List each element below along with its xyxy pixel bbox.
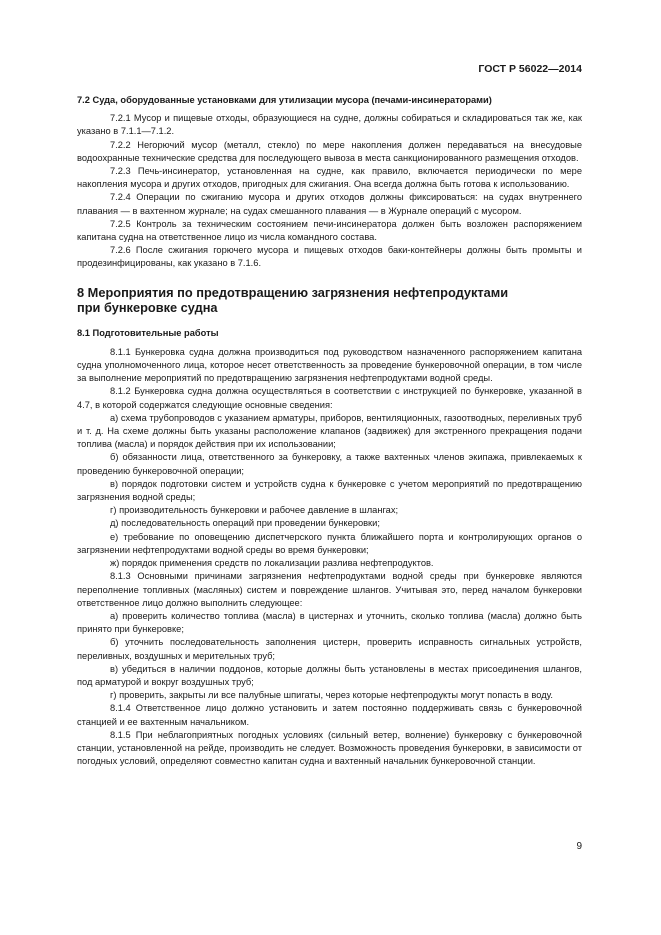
list-item-e: е) требование по оповещению диспетчерского пункта ближайшего порта и контролирующих органов о загрязнении нефтепродуктами водной среды во время бункеровки; xyxy=(77,531,582,555)
section-8-title-line-1: 8 Мероприятия по предотвращению загрязнения нефтепродуктами xyxy=(77,284,509,300)
list-item-zh: ж) порядок применения средств по локализации разлива нефтепродуктов. xyxy=(110,558,434,569)
list-item-b: б) обязанности лица, ответственного за бункеровку, а также вахтенных членов экипажа, привлекаемых к проведению бункеровочной операции; xyxy=(77,452,582,476)
check-item-a: а) проверить количество топлива (масла) в цистернах и уточнить, сколько топлива (масла) должно быть принято при бункеровке; xyxy=(77,610,582,635)
paragraph-8-1-2: 8.1.2 Бункеровка судна должна осуществляться в соответствии с инструкцией по бункеровке, указанной в 4.7, в которой содержатся следующие основные сведения: xyxy=(77,386,582,410)
standard-number: ГОСТ Р 56022—2014 xyxy=(478,63,582,75)
paragraph-7-2-3: 7.2.3 Печь-инсинератор, установленная на судне, как правило, включается периодически по мере накопления мусора и других отходов, пригодных для сжигания. Она всегда должна быть готова к использованию. xyxy=(77,166,582,190)
paragraph-7-2-2: 7.2.2 Негорючий мусор (металл, стекло) по мере накопления должен передаваться на внесудовые водоохранные технические средства для последующего вывоза в места санкционированного размещения отходов. xyxy=(77,139,582,163)
paragraph-8-1-3: 8.1.3 Основными причинами загрязнения нефтепродуктами водной среды при бункеровке являются переполнение топливных (масляных) систем и повреждение шлангов. Учитывая это, перед началом бункеровки ответственное лицо должно выполнить следующее: xyxy=(77,571,582,608)
list-item-d: д) последовательность операций при проведении бункеровки; xyxy=(110,518,380,529)
paragraph-7-2-1: 7.2.1 Мусор и пищевые отходы, образующиеся на судне, должны собираться и складироваться так же, как указано в 7.1.1—7.1.2. xyxy=(77,113,582,137)
paragraph-8-1-1: 8.1.1 Бункеровка судна должна производиться под руководством назначенного распоряжением капитана судна уполномоченного лица, которое несет ответственность за проведение бункеровочной операции, в том числе за выполнение мероприятий по предотвращению загрязнения нефтепродуктами водной среды. xyxy=(77,346,582,384)
check-item-g: г) проверить, закрыты ли все палубные шпигаты, через которые нефтепродукты могут попасть в воду. xyxy=(110,690,553,701)
list-item-g: г) производительность бункеровки и рабочее давление в шлангах; xyxy=(110,505,399,516)
list-item-v: в) порядок подготовки систем и устройств судна к бункеровке с учетом мероприятий по предотвращению загрязнения водной среды; xyxy=(77,478,582,503)
paragraph-7-2-6: 7.2.6 После сжигания горючего мусора и пищевых отходов баки-контейнеры должны быть промыты и продезинфицированы, как указано в 7.1.6. xyxy=(77,245,582,269)
check-item-v: в) убедиться в наличии поддонов, которые должны быть установлены в местах присоединения шлангов, под арматурой и вокруг воздушных труб; xyxy=(77,663,582,687)
paragraph-7-2-4: 7.2.4 Операции по сжиганию мусора и других отходов должны фиксироваться: на судах внутреннего плавания — в вахтенном журнале; на судах смешанного плавания — в Журнале операций с мусором. xyxy=(77,192,582,216)
section-8-1-title: 8.1 Подготовительные работы xyxy=(77,327,219,338)
section-7-2-title: 7.2 Суда, оборудованные установками для утилизации мусора (печами-инсинераторами) xyxy=(77,95,492,105)
section-8-title-line-2: при бункеровке судна xyxy=(77,300,218,316)
check-item-b: б) уточнить последовательность заполнения цистерн, проверить исправность сигнальных устройств, переливных, воздушных и мерительных труб; xyxy=(77,637,582,661)
section-8-title xyxy=(77,285,582,316)
page-number: 9 xyxy=(576,841,582,852)
paragraph-8-1-4: 8.1.4 Ответственное лицо должно установить и затем постоянно поддерживать связь с бункеровочной станцией и ее вахтенным начальником. xyxy=(77,703,582,727)
paragraph-8-1-5: 8.1.5 При неблагоприятных погодных условиях (сильный ветер, волнение) бункеровку с бункеровочной станции, установленной на рейде, производить не следует. Возможность проведения бункеровки, в зависимости от погодных условий, определяют совместно капитан судна и вахтенный начальник бункеровочной станции. xyxy=(77,729,582,767)
list-item-a: а) схема трубопроводов с указанием арматуры, приборов, вентиляционных, газоотводных, переливных труб и т. д. На схеме должны быть указаны расположение клапанов (задвижек) для экстренного прекращения подачи топлива (масла) и порядок действия при их использовании; xyxy=(77,412,582,450)
page-body xyxy=(77,94,582,768)
paragraph-7-2-5: 7.2.5 Контроль за техническим состоянием печи-инсинератора должен быть возложен распоряжением капитана судна на ответственное лицо из числа командного состава. xyxy=(77,218,582,243)
